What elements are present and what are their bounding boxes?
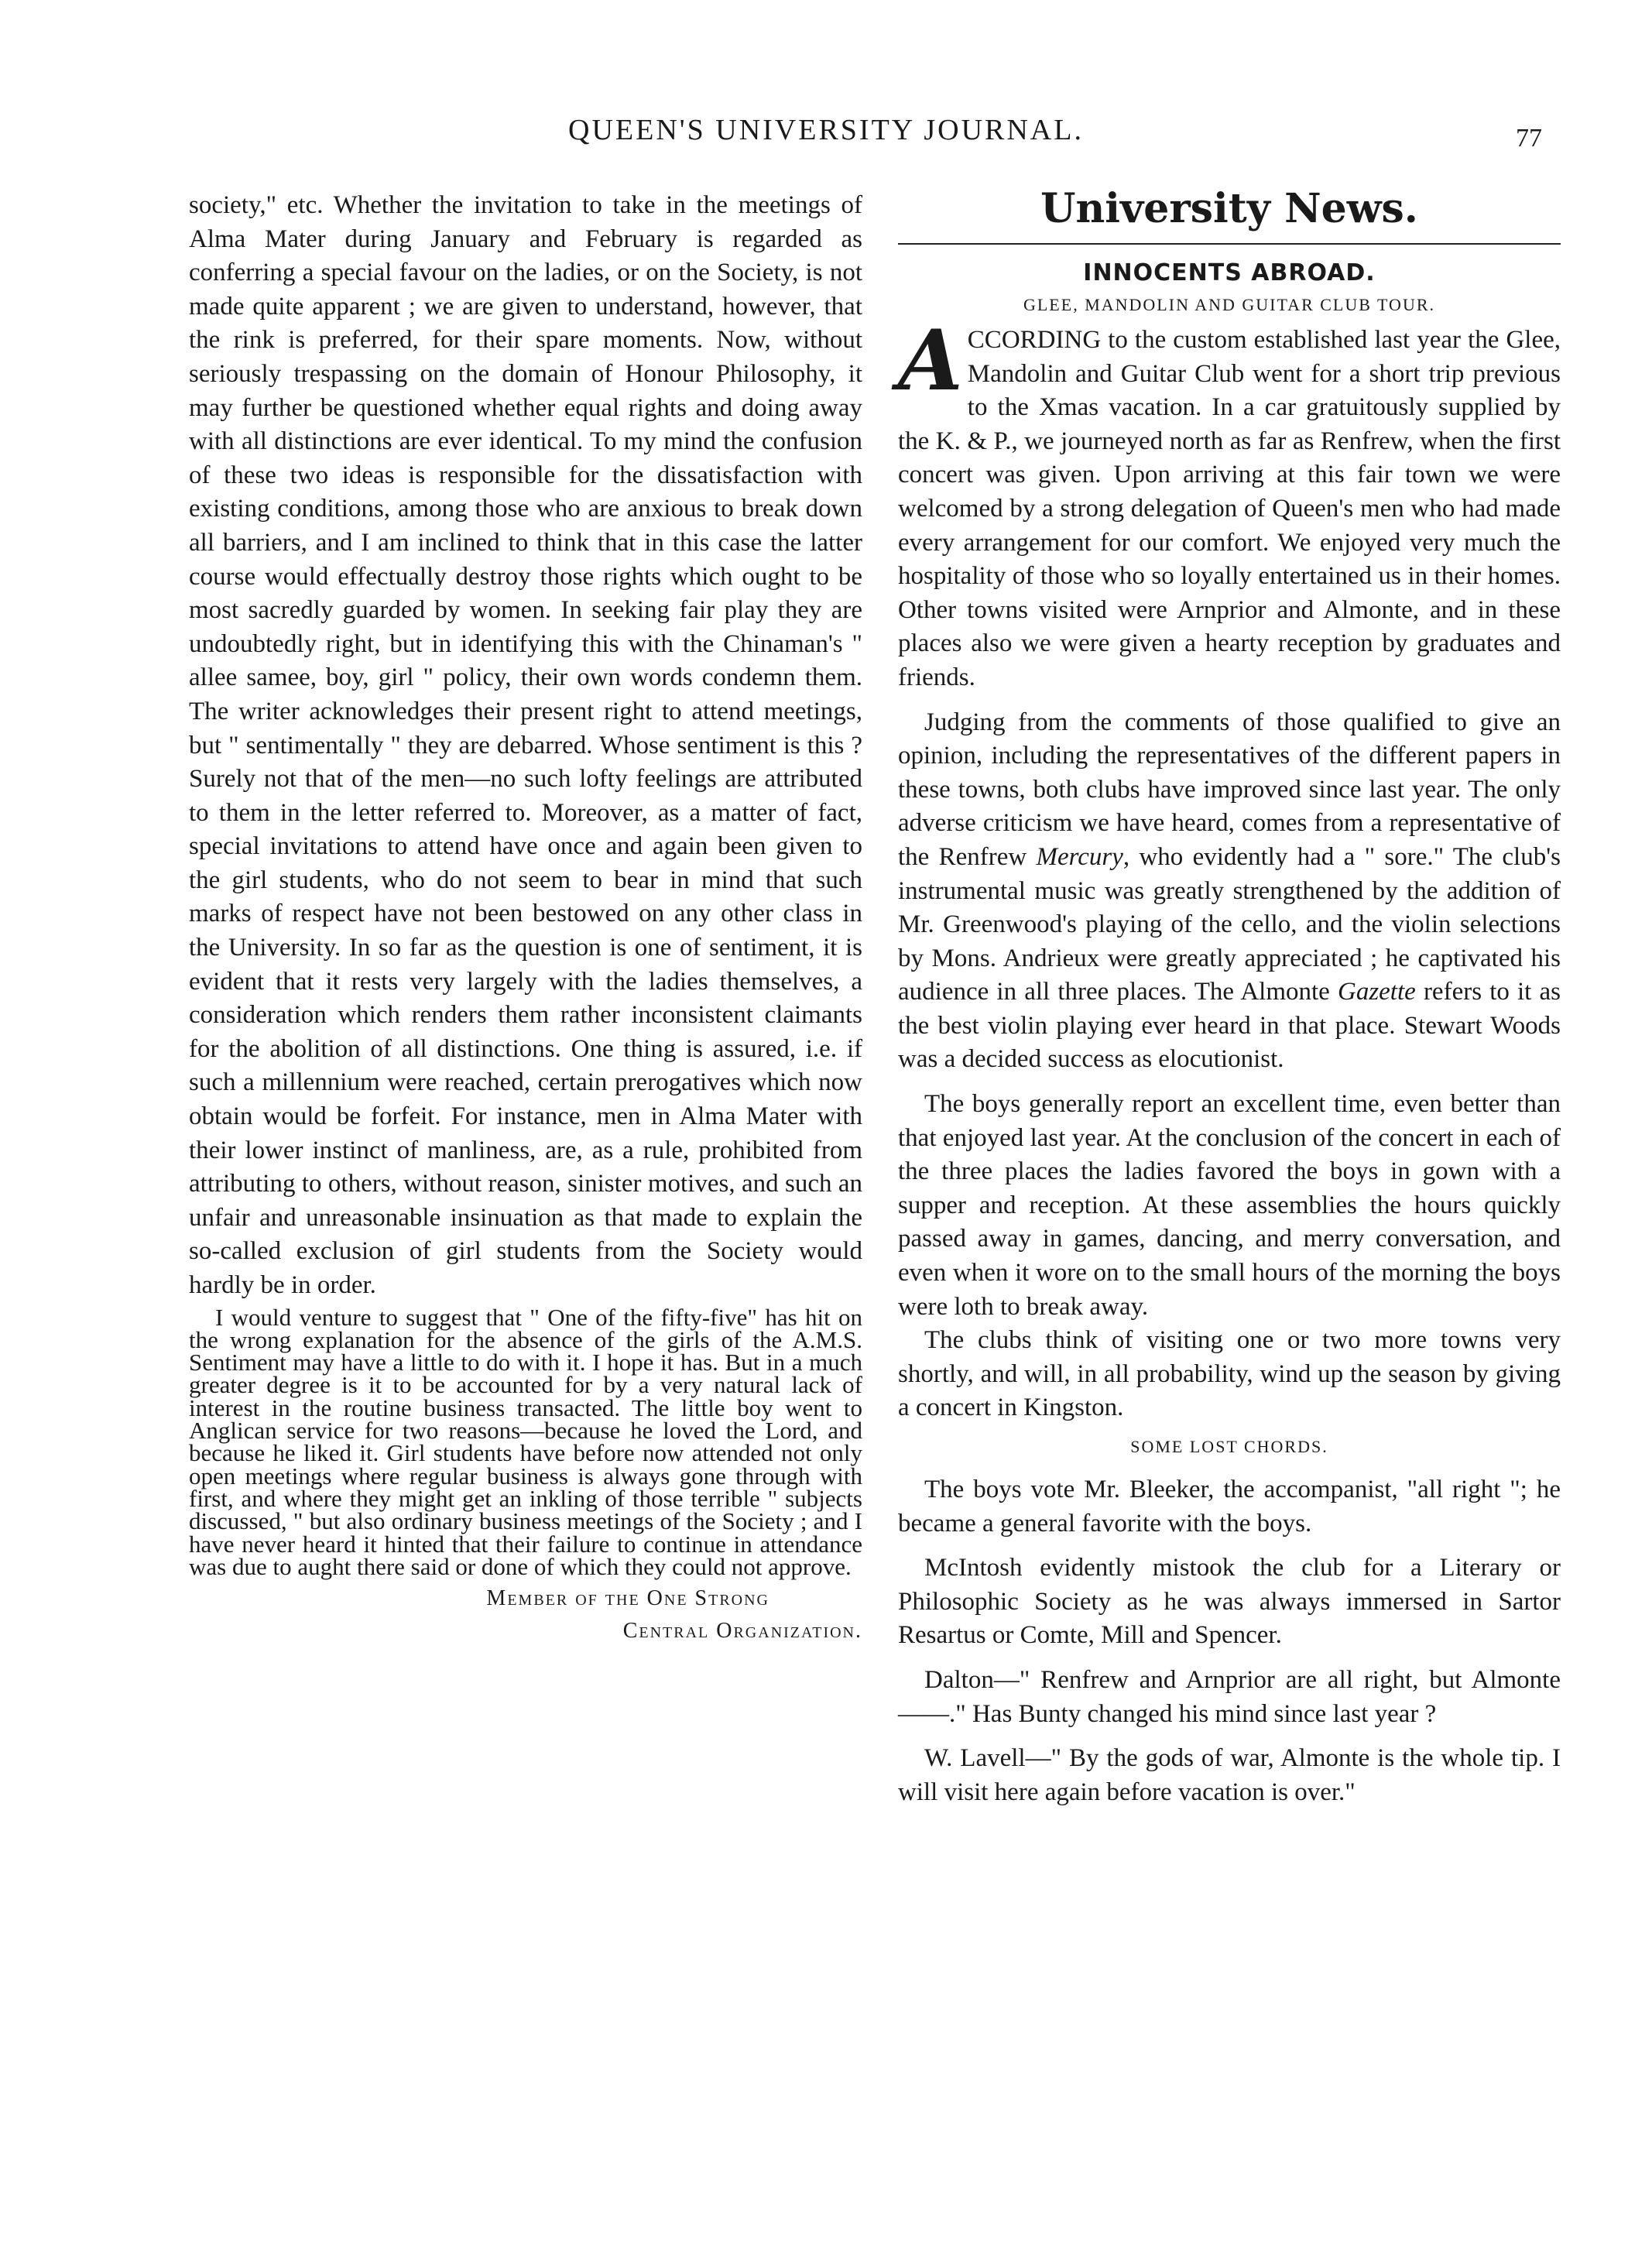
article-paragraph-2 bbox=[898, 706, 1561, 1078]
drop-cap: A bbox=[898, 312, 963, 410]
newspaper-name-gazette: Gazette bbox=[1337, 978, 1416, 1006]
page-number: 77 bbox=[1516, 124, 1542, 153]
section-title: University News. bbox=[1040, 185, 1418, 232]
article-subhead: GLEE, MANDOLIN AND GUITAR CLUB TOUR. bbox=[1023, 295, 1436, 314]
lost-chord-item-4: W. Lavell—" By the gods of war, Almonte is the whole tip. I will visit here again before vacation is over." bbox=[898, 1744, 1561, 1806]
article-paragraph-2-part-c: refers to it as the best violin playing ever heard in that place. Stewart Woods was a decided success as elocutionist. bbox=[898, 978, 1561, 1074]
article-paragraph-1 bbox=[898, 312, 1561, 695]
article-paragraph-2-part-b: , who evidently had a " sore." The club's instrumental music was greatly strengthened by the addition of Mr. Greenwood's playing of the cello, and the violin selections by Mons. Andrieux were greatly appreciated ; he captivated his audience in all three places. The Almonte bbox=[898, 842, 1561, 1006]
signature-line-2: Central Organization. bbox=[622, 1619, 862, 1644]
lost-chord-item-1: The boys vote Mr. Bleeker, the accompanist, "all right "; he became a general favorite with the boys. bbox=[898, 1476, 1561, 1538]
letter-paragraph-1: society," etc. Whether the invitation to take in the meetings of Alma Mater during January and February is regarded as conferring a special favour on the ladies, or on the Society, is not made quite apparent ; we are given to understand, however, that the rink is preferred, for their spare moments. Now, without seriously trespassing on the domain of Honour Philosophy, it may further be questioned whether equal rights and doing away with all distinctions are ever identical. To my mind the confusion of these two ideas is responsible for the dissatisfaction with existing conditions, among those who are anxious to break down all barriers, and I am inclined to think that in this case the latter course would effectually destroy those rights which ought to be most sacredly guarded by women. In seeking fair play they are undoubtedly right, but in identifying this with the Chinaman's " allee samee, boy, girl " policy, their own words condemn them. The writer acknowledges their present right to attend meetings, but " sentimentally " they are debarred. Whose sentiment is this ? Surely not that of the men—no such lofty feelings are attributed to them in the letter referred to. Moreover, as a matter of fact, special invitations to attend have once and again been given to the girl students, who do not seem to bear in mind that such marks of respect have not been bestowed on any other class in the University. In so far as the question is one of sentiment, it is evident that it rests very largely with the ladies themselves, a consideration which renders them rather inconsistent claimants for the abolition of all distinctions. One thing is assured, i.e. if such a millennium were reached, certain prerogatives which now obtain would be forfeit. For instance, men in Alma Mater with their lower instinct of manliness, are, as a rule, prohibited from attributing to others, without reason, sinister motives, and such an unfair and unreasonable insinuation as that made to explain the so-called exclusion of girl students from the Society would hardly be in order. bbox=[189, 191, 862, 1299]
lost-chords-heading: SOME LOST CHORDS. bbox=[1130, 1437, 1328, 1456]
lost-chord-item-3: Dalton—" Renfrew and Arnprior are all right, but Almonte ——." Has Bunty changed his mind since last year ? bbox=[898, 1665, 1561, 1728]
newspaper-name-mercury: Mercury bbox=[1036, 842, 1123, 871]
running-head: QUEEN'S UNIVERSITY JOURNAL. bbox=[568, 114, 1084, 146]
right-column bbox=[898, 185, 1561, 1809]
section-divider bbox=[898, 243, 1561, 245]
article-paragraph-2-part-a: Judging from the comments of those qualified to give an opinion, including the representatives of the different papers in these towns, both clubs have improved since last year. The only adverse criticism we have heard, comes from a representative of the Renfrew bbox=[898, 708, 1561, 871]
article-title: INNOCENTS ABROAD. bbox=[1083, 259, 1376, 286]
left-column bbox=[189, 189, 862, 1647]
letter-paragraph-2: I would venture to suggest that " One of the fifty-five" has hit on the wrong explanation for the absence of the girls of the A.M.S. Sentiment may have a little to do with it. I hope it has. But in a much greater degree is it to be accounted for by a very natural lack of interest in the routine business transacted. The little boy went to Anglican service for two reasons—because he loved the Lord, and because he liked it. Girl students have before now attended not only open meetings where regular business is always gone through with first, and where they might get an inkling of those terrible " subjects discussed, " but also ordinary business meetings of the Society ; and I have never heard it hinted that their failure to continue in attendance was due to aught there said or done of which they could not approve. bbox=[189, 1303, 862, 1580]
lost-chord-item-2: McIntosh evidently mistook the club for a Literary or Philosophic Society as he was always immersed in Sartor Resartus or Comte, Mill and Spencer. bbox=[898, 1554, 1561, 1650]
signature-line-1: Member of the One Strong bbox=[486, 1586, 769, 1611]
article-paragraph-4: The clubs think of visiting one or two more towns very shortly, and will, in all probability, wind up the season by giving a concert in Kingston. bbox=[898, 1326, 1561, 1422]
article-paragraph-3: The boys generally report an excellent time, even better than that enjoyed last year. At the conclusion of the concert in each of the three places the ladies favored the boys in gown with a supper and reception. At these assemblies the hours quickly passed away in games, dancing, and merry conversation, and even when it wore on to the small hours of the morning the boys were loth to break away. bbox=[898, 1090, 1561, 1321]
article-paragraph-1-text: CCORDING to the custom established last year the Glee, Mandolin and Guitar Club went for a short trip previous to the Xmas vacation. In a car gratuitously supplied by the K. & P., we journeyed north as far as Renfrew, when the first concert was given. Upon arriving at this fair town we were welcomed by a strong delegation of Queen's men who had made every arrangement for our comfort. We enjoyed very much the hospitality of those who so loyally entertained us in their homes. Other towns visited were Arnprior and Almonte, and in these places also we were given a hearty reception by graduates and friends. bbox=[898, 326, 1561, 691]
letter-signature bbox=[189, 1582, 862, 1647]
